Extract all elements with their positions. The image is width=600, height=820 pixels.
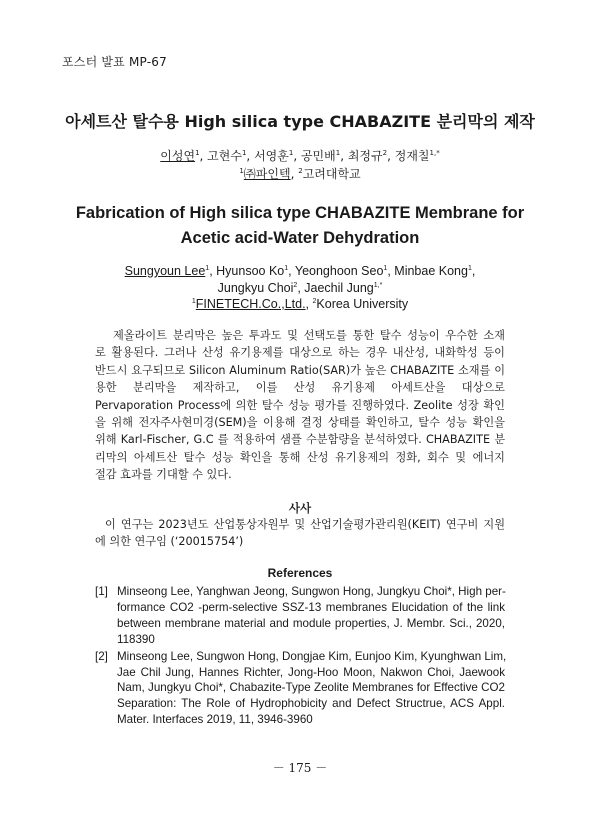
acknowledgement-heading: 사사 [288,501,312,515]
session-label: 포스터 발표 MP-67 [62,55,167,69]
reference-line: 118390 [117,632,155,646]
author-ko: 공민배$^1$ [300,149,341,163]
affiliation-ko: ㈜파인텍 [243,167,291,181]
reference-list [95,584,505,729]
author-en: Hyunsoo Ko$^1$ [216,264,289,278]
reference-line: Nam, Jungkyu Choi*, Chabazite-Type Zeolite Membranes for Effective CO2 [117,681,505,695]
page-number: － 175 － [272,761,328,775]
affiliations-english: $^1$FINETECH.Co.,Ltd., $^2$Korea University [191,297,409,311]
reference-line: between membrane material and module properties, J. Membr. Sci., 2020, [117,616,505,630]
reference-number: [2] [95,649,108,663]
author-en: Sungyoun Lee$^1$ [124,264,210,278]
author-en: Minbae Kong$^1$ [394,264,472,278]
abstract-line: 위해 Karl-Fischer, G.C 를 적용하여 샘플 수분함량을 분석하였다. CHABAZITE 분 [95,433,505,447]
affiliation-ko: 고려대학교 [302,167,361,181]
abstract-line: 제올라이트 분리막은 높은 투과도 및 선택도를 통한 탈수 성능이 우수한 소재 [113,329,505,342]
title-korean: 아세트산 탈수용 High silica type CHABAZITE 분리막의 제작 [65,112,535,131]
abstract-line: 절감 효과를 기대할 수 있다. [95,468,232,482]
abstract [95,327,505,484]
reference-line: Minseong Lee, Sungwon Hong, Dongjae Kim, Eunjoo Kim, Kyunghwan Lim, [117,649,507,663]
acknowledgement-line: 에 의한 연구임 (‘20015754’) [95,535,244,549]
author-ko: 정재칠$^{1,*}$ [394,149,440,163]
title-english: Fabrication of High silica type CHABAZITE Membrane for Acetic acid-Water Dehydration [75,204,525,247]
abstract-line: 리막의 아세트산 탈수 성능 확인을 통해 산성 유기용제의 정화, 회수 및 에너지 [95,450,505,464]
affiliation-en: FINETECH.Co.,Ltd. [195,297,306,311]
abstract-line: Pervaporation Process에 의한 탈수 성능 평가를 진행하였다. Zeolite 성장 확인 [95,398,505,412]
author-ko: 서영훈$^1$ [254,149,294,163]
author-ko: 고현수$^1$ [207,149,247,163]
author-ko: 이성연$^1$ [160,149,200,163]
acknowledgement-line: 이 연구는 2023년도 산업통상자원부 및 산업기술평가관리원(KEIT) 연구비 지원 [105,518,505,531]
abstract-line: 을 위해 전자주사현미경(SEM)을 이용해 결정 상태를 확인하고, 탈수 성능 확인을 [95,416,505,430]
reference-line: Minseong Lee, Yanghwan Jeong, Sungwon Hong, Jungkyu Choi*, High per- [117,585,506,598]
abstract-line: 반드시 요구되므로 Silicon Aluminum Ratio(SAR)가 높은 CHABAZITE 소재를 이 [95,363,505,377]
abstract-line: 용한 분리막을 제작하고, 이를 산성 유기용제 아세트산을 대상으로 [95,381,505,395]
reference-item [95,649,505,729]
reference-line: Separation: The Role of Hydrophobicity and Defect Structrue, ACS Appl. [117,697,505,711]
affiliation-en: Korea University [316,297,409,311]
references-heading: References [267,566,333,580]
acknowledgement-text [95,516,505,551]
reference-line: formance CO2 -perm-selective SSZ-13 membranes Elucidation of the link [117,600,505,614]
reference-item [95,584,505,648]
reference-line: Jae Chil Jung, Hannes Richter, Jong-Hoo Moon, Nakwon Choi, Jaewook [117,665,505,679]
authors-korean: 이성연$^1$, 고현수$^1$, 서영훈$^1$, 공민배$^1$, 최정규$^2$, 정재칠$^{1,*}$ [160,149,440,163]
reference-number: [1] [95,585,108,598]
author-en: Yeonghoon Seo$^1$ [294,264,388,278]
author-en: Jaechil Jung$^{1,*}$ [304,281,383,295]
abstract-line: 로 활용된다. 그러나 산성 유기용제를 대상으로 하는 경우 내산성, 내화학성 등이 [95,346,505,360]
authors-english: Sungyoun Lee$^1$, Hyunsoo Ko$^1$, Yeonghoon Seo$^1$, Minbae Kong$^1$, Jungkyu Choi$^2$, Jaechil Jung$^{1,*}$ [124,264,476,295]
reference-line: Mater. Interfaces 2019, 11, 3946-3960 [117,713,313,727]
author-en: Jungkyu Choi$^2$ [217,281,298,295]
author-ko: 최정규$^2$ [347,149,388,163]
affiliations-korean: $^1$㈜파인텍, $^2$고려대학교 [239,167,361,181]
